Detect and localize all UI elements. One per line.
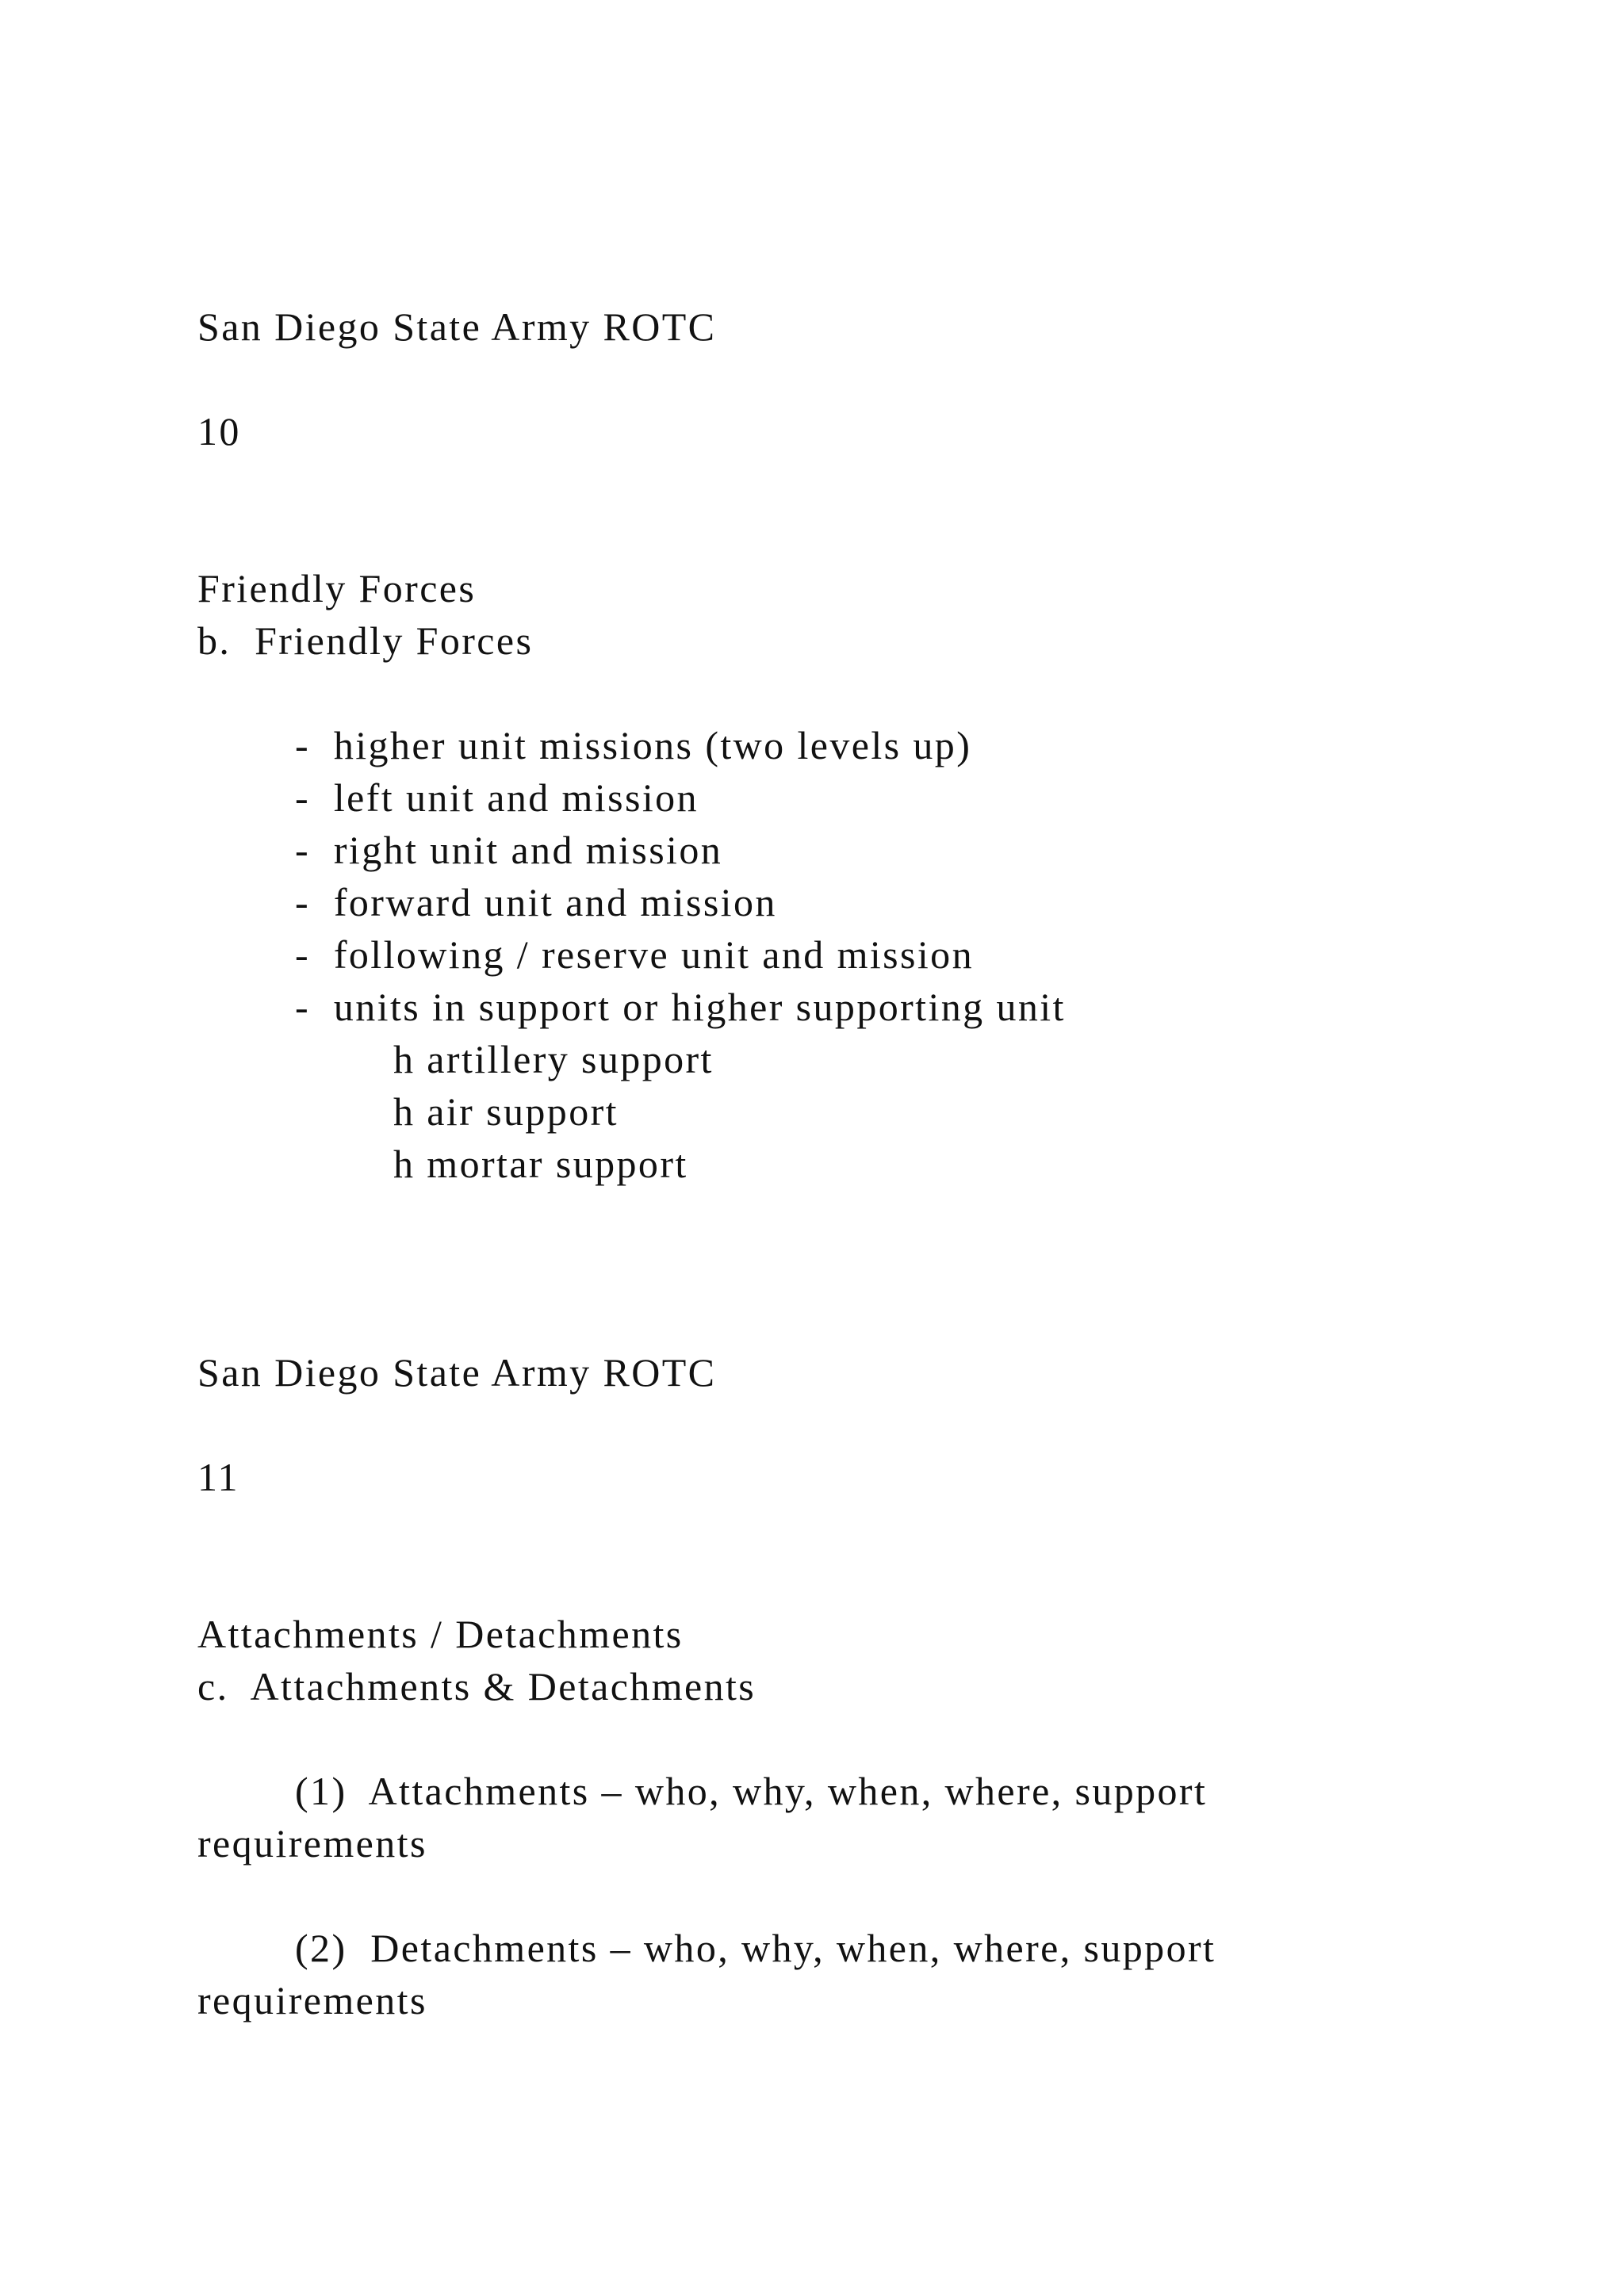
numbered-item-continuation: requirements: [197, 1821, 427, 1866]
numbered-item-continuation: requirements: [197, 1978, 427, 2022]
bullet-item: - forward unit and mission: [295, 880, 777, 924]
slide-header: San Diego State Army ROTC: [197, 304, 717, 349]
bullet-item: - following / reserve unit and mission: [295, 932, 974, 977]
slide-header: San Diego State Army ROTC: [197, 1350, 717, 1395]
sub-bullet-item: h artillery support: [393, 1037, 714, 1081]
bullet-item: - right unit and mission: [295, 828, 723, 872]
bullet-item: - higher unit missions (two levels up): [295, 723, 972, 767]
sub-bullet-item: h air support: [393, 1089, 619, 1134]
numbered-item-line: (2) Detachments – who, why, when, where, support: [295, 1926, 1216, 1970]
slide-title: Friendly Forces: [197, 566, 477, 610]
numbered-item-line: (1) Attachments – who, why, when, where, support: [295, 1769, 1208, 1813]
bullet-item: - units in support or higher supporting unit: [295, 985, 1066, 1029]
section-heading: c. Attachments & Detachments: [197, 1664, 756, 1709]
sub-bullet-item: h mortar support: [393, 1142, 688, 1186]
section-heading: b. Friendly Forces: [197, 618, 534, 663]
slide-number: 10: [197, 409, 241, 453]
bullet-item: - left unit and mission: [295, 775, 699, 820]
slide-title: Attachments / Detachments: [197, 1612, 684, 1656]
slide-number: 11: [197, 1455, 239, 1499]
